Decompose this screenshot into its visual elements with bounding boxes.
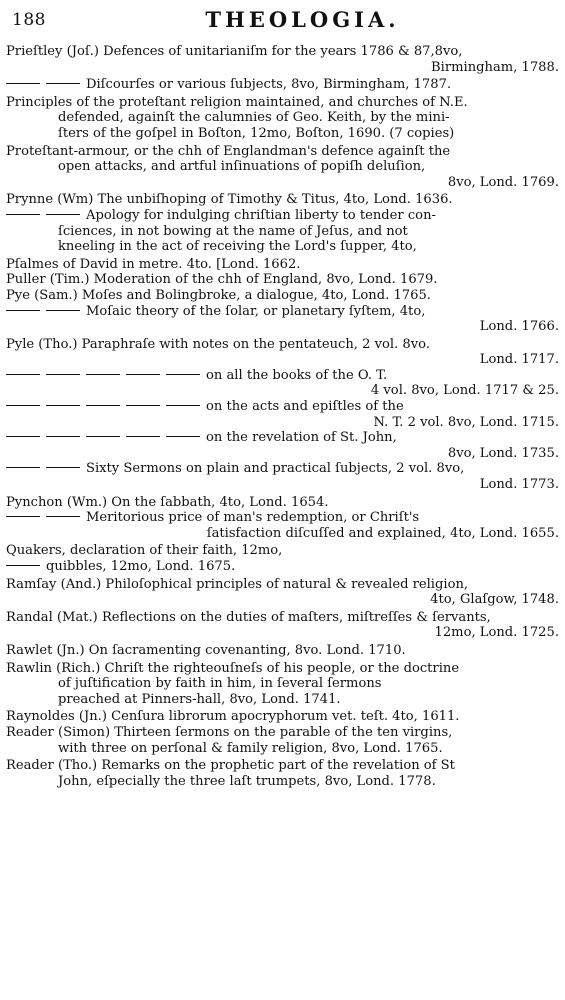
entry-text: Pynchon (Wm.) On the ſabbath, 4to, Lond. 1654. [6,494,329,510]
ditto-dash [6,214,40,215]
entry-text: defended, againſt the calumnies of Geo. Keith, by the mini- [58,110,450,126]
entry-text: open attacks, and artful inſinuations of popiſh deluſion, [58,159,426,175]
entry-line [6,110,559,126]
entry-line [6,304,559,320]
entry-text: 4 vol. 8vo, Lond. 1717 & 25. [370,383,559,399]
entry-text: on the acts and epiſtles of the [206,399,404,415]
entry-text: Meritorious price of man's redemption, or Chriſt's [86,510,420,526]
catalogue-entry [6,192,559,254]
ditto-dash [126,436,160,437]
entry-text: Principles of the proteſtant religion maintained, and churches of N.E. [6,94,468,110]
entry-line [6,60,559,76]
catalogue-entry [6,643,559,659]
catalogue-entry [6,610,559,641]
entry-text: Reader (Simon) Thirteen ſermons on the parable of the ten virgins, [6,724,453,740]
ditto-dash [166,374,200,375]
entry-text: Reader (Tho.) Remarks on the prophetic part of the revelation of St [6,758,455,774]
entry-line [6,592,559,608]
entry-line [6,144,559,160]
entry-text: 8vo, Lond. 1735. [447,445,559,461]
entry-line [6,399,559,415]
entry-line [6,643,559,659]
ditto-dash [46,374,80,375]
entry-line [6,559,559,575]
entry-line [6,526,559,542]
entry-text: quibbles, 12mo, Lond. 1675. [46,559,236,574]
entry-line [6,239,559,255]
entry-text: Moſaic theory of the ſolar, or planetary ſyſtem, 4to, [86,303,426,319]
entry-text: Ramſay (And.) Philoſophical principles of natural & revealed religion, [6,576,469,592]
entry-text: of juſtification by faith in him, in ſeveral ſermons [58,676,382,692]
ditto-dash [86,374,120,375]
entry-line [6,610,559,626]
ditto-dash [6,516,40,517]
catalogue-entry [6,709,559,756]
entry-text: Puller (Tim.) Moderation of the chh of England, 8vo, Lond. 1679. [6,272,438,288]
catalogue-entry [6,495,559,542]
ditto-dash [6,565,40,566]
entry-line [6,577,559,593]
entry-text: Pſalmes of David in metre. 4to. [Lond. 1662. [6,256,301,272]
ditto-dash [126,374,160,375]
ditto-dash [46,436,80,437]
ditto-dash [166,405,200,406]
ditto-dash [46,214,80,215]
entry-text: Birmingham, 1788. [431,59,559,75]
entry-text: Lond. 1766. [479,319,559,335]
entry-line [6,288,559,304]
entry-text: N. T. 2 vol. 8vo, Lond. 1715. [373,414,559,430]
entry-line [6,774,559,790]
entry-text: with three on perſonal & family religion, 8vo, Lond. 1765. [58,740,443,756]
entry-line [6,430,559,446]
ditto-dash [6,405,40,406]
entry-line [6,709,559,725]
entry-text: Pye (Sam.) Moſes and Bolingbroke, a dialogue, 4to, Lond. 1765. [6,287,431,303]
entry-line [6,337,559,353]
entry-line [6,368,559,384]
entry-line [6,676,559,692]
entry-line [6,44,559,60]
entry-line [6,758,559,774]
ditto-dash [46,467,80,468]
catalogue-entry [6,257,559,335]
entry-text: Raynoldes (Jn.) Cenſura librorum apocryphorum vet. teſt. 4to, 1611. [6,709,460,725]
entry-line [6,741,559,757]
entry-line [6,543,559,559]
catalogue-entry [6,661,559,708]
entry-line [6,352,559,368]
ditto-dash [126,405,160,406]
entry-text: John, eſpecially the three laſt trumpets, 8vo, Lond. 1778. [58,773,436,789]
entry-line [6,126,559,142]
entry-text: preached at Pinners-hall, 8vo, Lond. 1741. [58,691,341,707]
ditto-dash [6,436,40,437]
ditto-dash [46,516,80,517]
entry-line [6,692,559,708]
entry-text: ſters of the goſpel in Boſton, 12mo, Boſton, 1690. (7 copies) [58,125,455,141]
entry-line [6,192,559,208]
entry-text: Randal (Mat.) Reflections on the duties of maſters, miſtreſſes & ſervants, [6,609,491,625]
entry-line [6,208,559,224]
ditto-dash [6,374,40,375]
page-number: 188 [12,10,46,30]
catalogue-entry [6,95,559,142]
catalogue-entries [6,44,559,789]
entry-line [6,319,559,335]
ditto-dash [6,310,40,311]
entry-line [6,510,559,526]
entry-line [6,625,559,641]
catalogue-entry [6,144,559,191]
catalogue-entry [6,44,559,75]
ditto-dash [46,83,80,84]
entry-line [6,272,559,288]
entry-text: Pyle (Tho.) Paraphraſe with notes on the pentateuch, 2 vol. 8vo. [6,336,430,352]
entry-text: Lond. 1773. [479,477,559,493]
entry-text: 4to, Glaſgow, 1748. [430,592,559,608]
entry-text: Diſcourſes or various ſubjects, 8vo, Birmingham, 1787. [86,77,452,93]
entry-text: Rawlin (Rich.) Chriſt the righteouſneſs of his people, or the doctrine [6,660,460,676]
entry-text: on the revelation of St. John, [206,430,397,446]
entry-text: Prieſtley (Joſ.) Defences of unitarianiſm for the years 1786 & 87,8vo, [6,44,463,59]
running-title: THEOLOGIA. [205,7,400,32]
catalogue-entry [6,337,559,493]
ditto-dash [6,467,40,468]
entry-line [6,224,559,240]
entry-line [6,383,559,399]
entry-line [6,95,559,111]
entry-text: Apology for indulging chriſtian liberty to tender con- [86,207,436,223]
ditto-dash [46,310,80,311]
catalogue-entry [6,77,559,93]
entry-text: 12mo, Lond. 1725. [434,625,559,641]
entry-line [6,415,559,431]
page-header [6,0,559,44]
catalogue-entry [6,577,559,608]
entry-line [6,495,559,511]
ditto-dash [166,436,200,437]
entry-text: Prynne (Wm) The unbiſhoping of Timothy & Titus, 4to, Lond. 1636. [6,192,453,208]
entry-text: 8vo, Lond. 1769. [447,174,559,190]
entry-line [6,257,559,273]
entry-text: kneeling in the act of receiving the Lord's ſupper, 4to, [58,239,417,255]
entry-line [6,446,559,462]
entry-text: Sixty Sermons on plain and practical ſubjects, 2 vol. 8vo, [86,461,465,477]
entry-line [6,461,559,477]
entry-text: on all the books of the O. T. [206,367,388,383]
entry-text: Quakers, declaration of their faith, 12mo, [6,543,283,559]
entry-line [6,661,559,677]
catalogue-entry [6,758,559,789]
entry-text: Lond. 1717. [479,352,559,368]
ditto-dash [6,83,40,84]
ditto-dash [86,436,120,437]
entry-line [6,175,559,191]
entry-line [6,725,559,741]
entry-text: ſatisfaction diſcuſſed and explained, 4to, Lond. 1655. [206,525,559,541]
ditto-dash [46,405,80,406]
entry-line [6,159,559,175]
catalogue-entry [6,543,559,574]
entry-line [6,477,559,493]
entry-line [6,77,559,93]
entry-text: Rawlet (Jn.) On ſacramenting covenanting, 8vo. Lond. 1710. [6,642,406,658]
ditto-dash [86,405,120,406]
entry-text: Proteſtant-armour, or the chh of Englandman's defence againſt the [6,143,451,159]
entry-text: ſciences, in not bowing at the name of Jeſus, and not [58,223,408,239]
